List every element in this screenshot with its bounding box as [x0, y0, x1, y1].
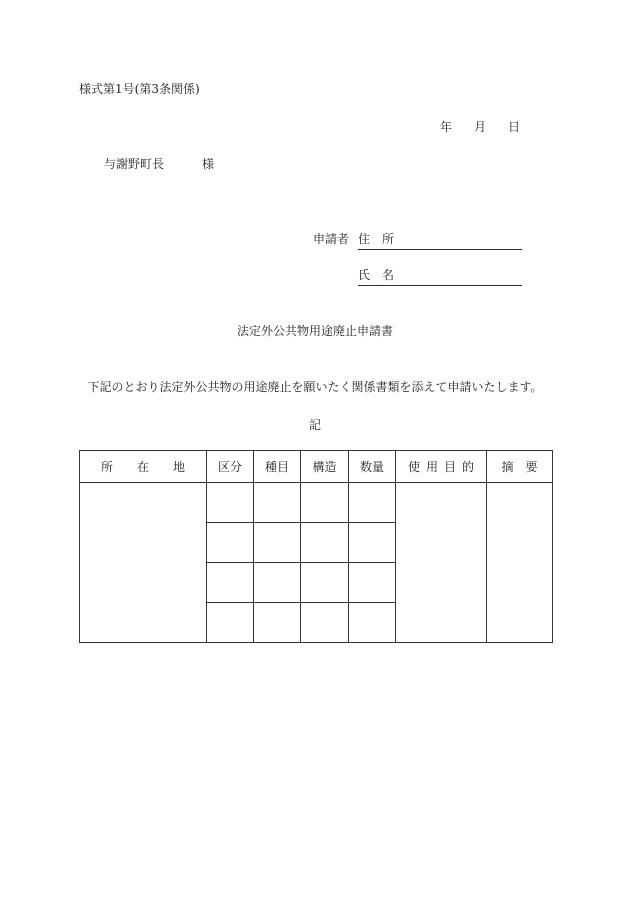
header-remarks: 摘 要: [487, 451, 553, 483]
structure-cell[interactable]: [301, 563, 349, 603]
structure-cell[interactable]: [301, 523, 349, 563]
addressee-name: 与謝野町長: [104, 157, 165, 171]
header-category: 区分: [207, 451, 254, 483]
remarks-cell[interactable]: [487, 483, 553, 643]
document-title: 法定外公共物用途廃止申請書: [236, 324, 393, 338]
category-cell[interactable]: [207, 603, 254, 643]
address-field[interactable]: [358, 230, 522, 250]
quantity-cell[interactable]: [349, 563, 396, 603]
table-header-row: [80, 451, 553, 483]
purpose-cell[interactable]: [396, 483, 487, 643]
quantity-cell[interactable]: [349, 523, 396, 563]
category-cell[interactable]: [207, 483, 254, 523]
type-cell[interactable]: [254, 523, 301, 563]
structure-cell[interactable]: [301, 603, 349, 643]
table-row: [80, 483, 553, 523]
header-location: 所 在 地: [80, 451, 207, 483]
quantity-cell[interactable]: [349, 603, 396, 643]
addressee-honorific: 様: [202, 157, 215, 171]
addressee: [104, 155, 214, 172]
header-quantity: 数量: [349, 451, 396, 483]
body-text: 下記のとおり法定外公共物の用途廃止を願いたく関係書類を添えて申請いたします。: [87, 380, 543, 394]
year-label: 年: [440, 120, 453, 134]
category-cell[interactable]: [207, 523, 254, 563]
type-cell[interactable]: [254, 603, 301, 643]
type-cell[interactable]: [254, 483, 301, 523]
header-structure: 構造: [301, 451, 349, 483]
location-cell[interactable]: [80, 483, 207, 643]
type-cell[interactable]: [254, 563, 301, 603]
date-line: [440, 118, 520, 135]
month-label: 月: [474, 120, 487, 134]
ki-label: 記: [308, 418, 321, 432]
header-type: 種目: [254, 451, 301, 483]
name-label: 氏 名: [358, 268, 395, 282]
header-purpose: 使 用 目 的: [396, 451, 487, 483]
applicant-label: 申請者: [313, 232, 350, 246]
structure-cell[interactable]: [301, 483, 349, 523]
address-label: 住 所: [358, 232, 395, 246]
category-cell[interactable]: [207, 563, 254, 603]
day-label: 日: [508, 120, 521, 134]
name-field[interactable]: [358, 266, 522, 286]
detail-table: [79, 450, 553, 643]
form-number: 様式第1号(第3条関係): [79, 82, 200, 96]
quantity-cell[interactable]: [349, 483, 396, 523]
